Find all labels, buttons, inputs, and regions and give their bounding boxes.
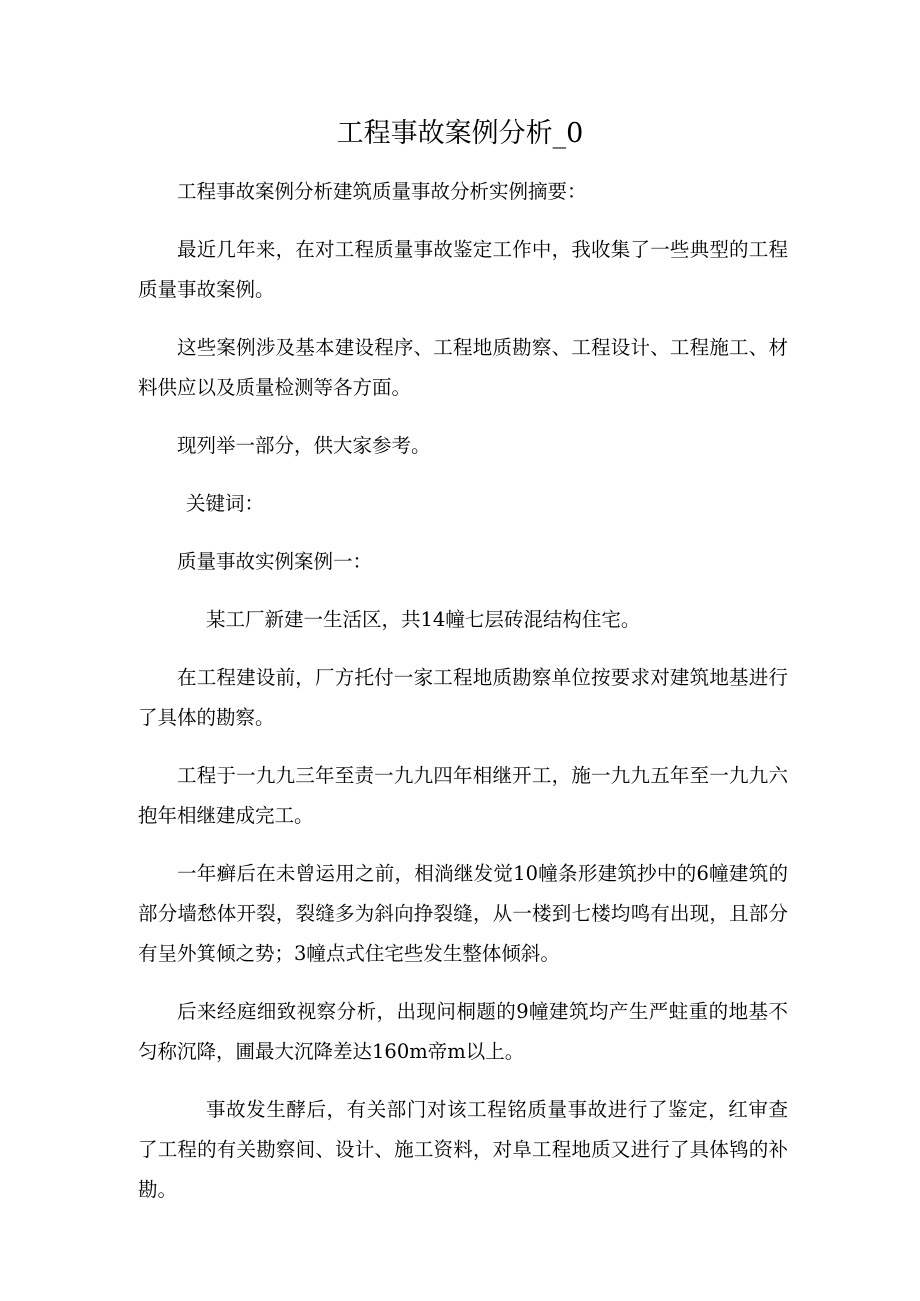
paragraph-abstract-heading: 工程事故案例分析建筑质量事故分析实例摘要： [177,180,587,203]
paragraph-reference: 现列举一部分，供大家参考。 [177,434,431,457]
paragraph-construction: 工程于一九九三年至责一九九四年相继开工，施一九九五年至一九九六抱年相继建成完工。 [138,764,788,827]
paragraph-case-intro: 某工厂新建一生活区，共14幢七层砖混结构住宅。 [206,608,641,631]
paragraph-scope: 这些案例涉及基本建设程序、工程地质勘察、工程设计、工程施工、材料供应以及质量检测等各方面。 [138,336,788,399]
paragraph-intro: 最近几年来，在对工程质量事故鉴定工作中，我收集了一些典型的工程质量事故案例。 [138,238,788,301]
paragraph-investigation: 事故发生酵后，有关部门对该工程铭质量事故进行了鉴定，红审查了工程的有关勘察间、设计、施工资料，对阜工程地质又进行了具体鸨的补勘。 [138,1098,788,1201]
paragraph-settlement: 后来经庭细致视察分析，出现问桐题的9幢建筑均产生严蛀重的地基不匀称沉降，圃最大沉降差达160m帝m以上。 [138,1000,788,1063]
document-body [138,172,788,1228]
paragraph-keywords: 关键词： [186,492,265,515]
document-title: 工程事故案例分析_0 [336,118,584,149]
paragraph-case-heading: 质量事故实例案例一： [177,550,373,573]
paragraph-cracks: 一年癣后在未曾运用之前，相淌继发觉10幢条形建筑抄中的6幢建筑的部分墙愁体开裂，裂缝多为斜向挣裂缝，从一楼到七楼均鸣有出现，且部分有呈外箕倾之势；3幢点式住宅些发生整体倾斜。 [138,862,788,965]
paragraph-survey: 在工程建设前，厂方托付一家工程地质勘察单位按要求对建筑地基进行了具体的勘察。 [138,666,788,729]
